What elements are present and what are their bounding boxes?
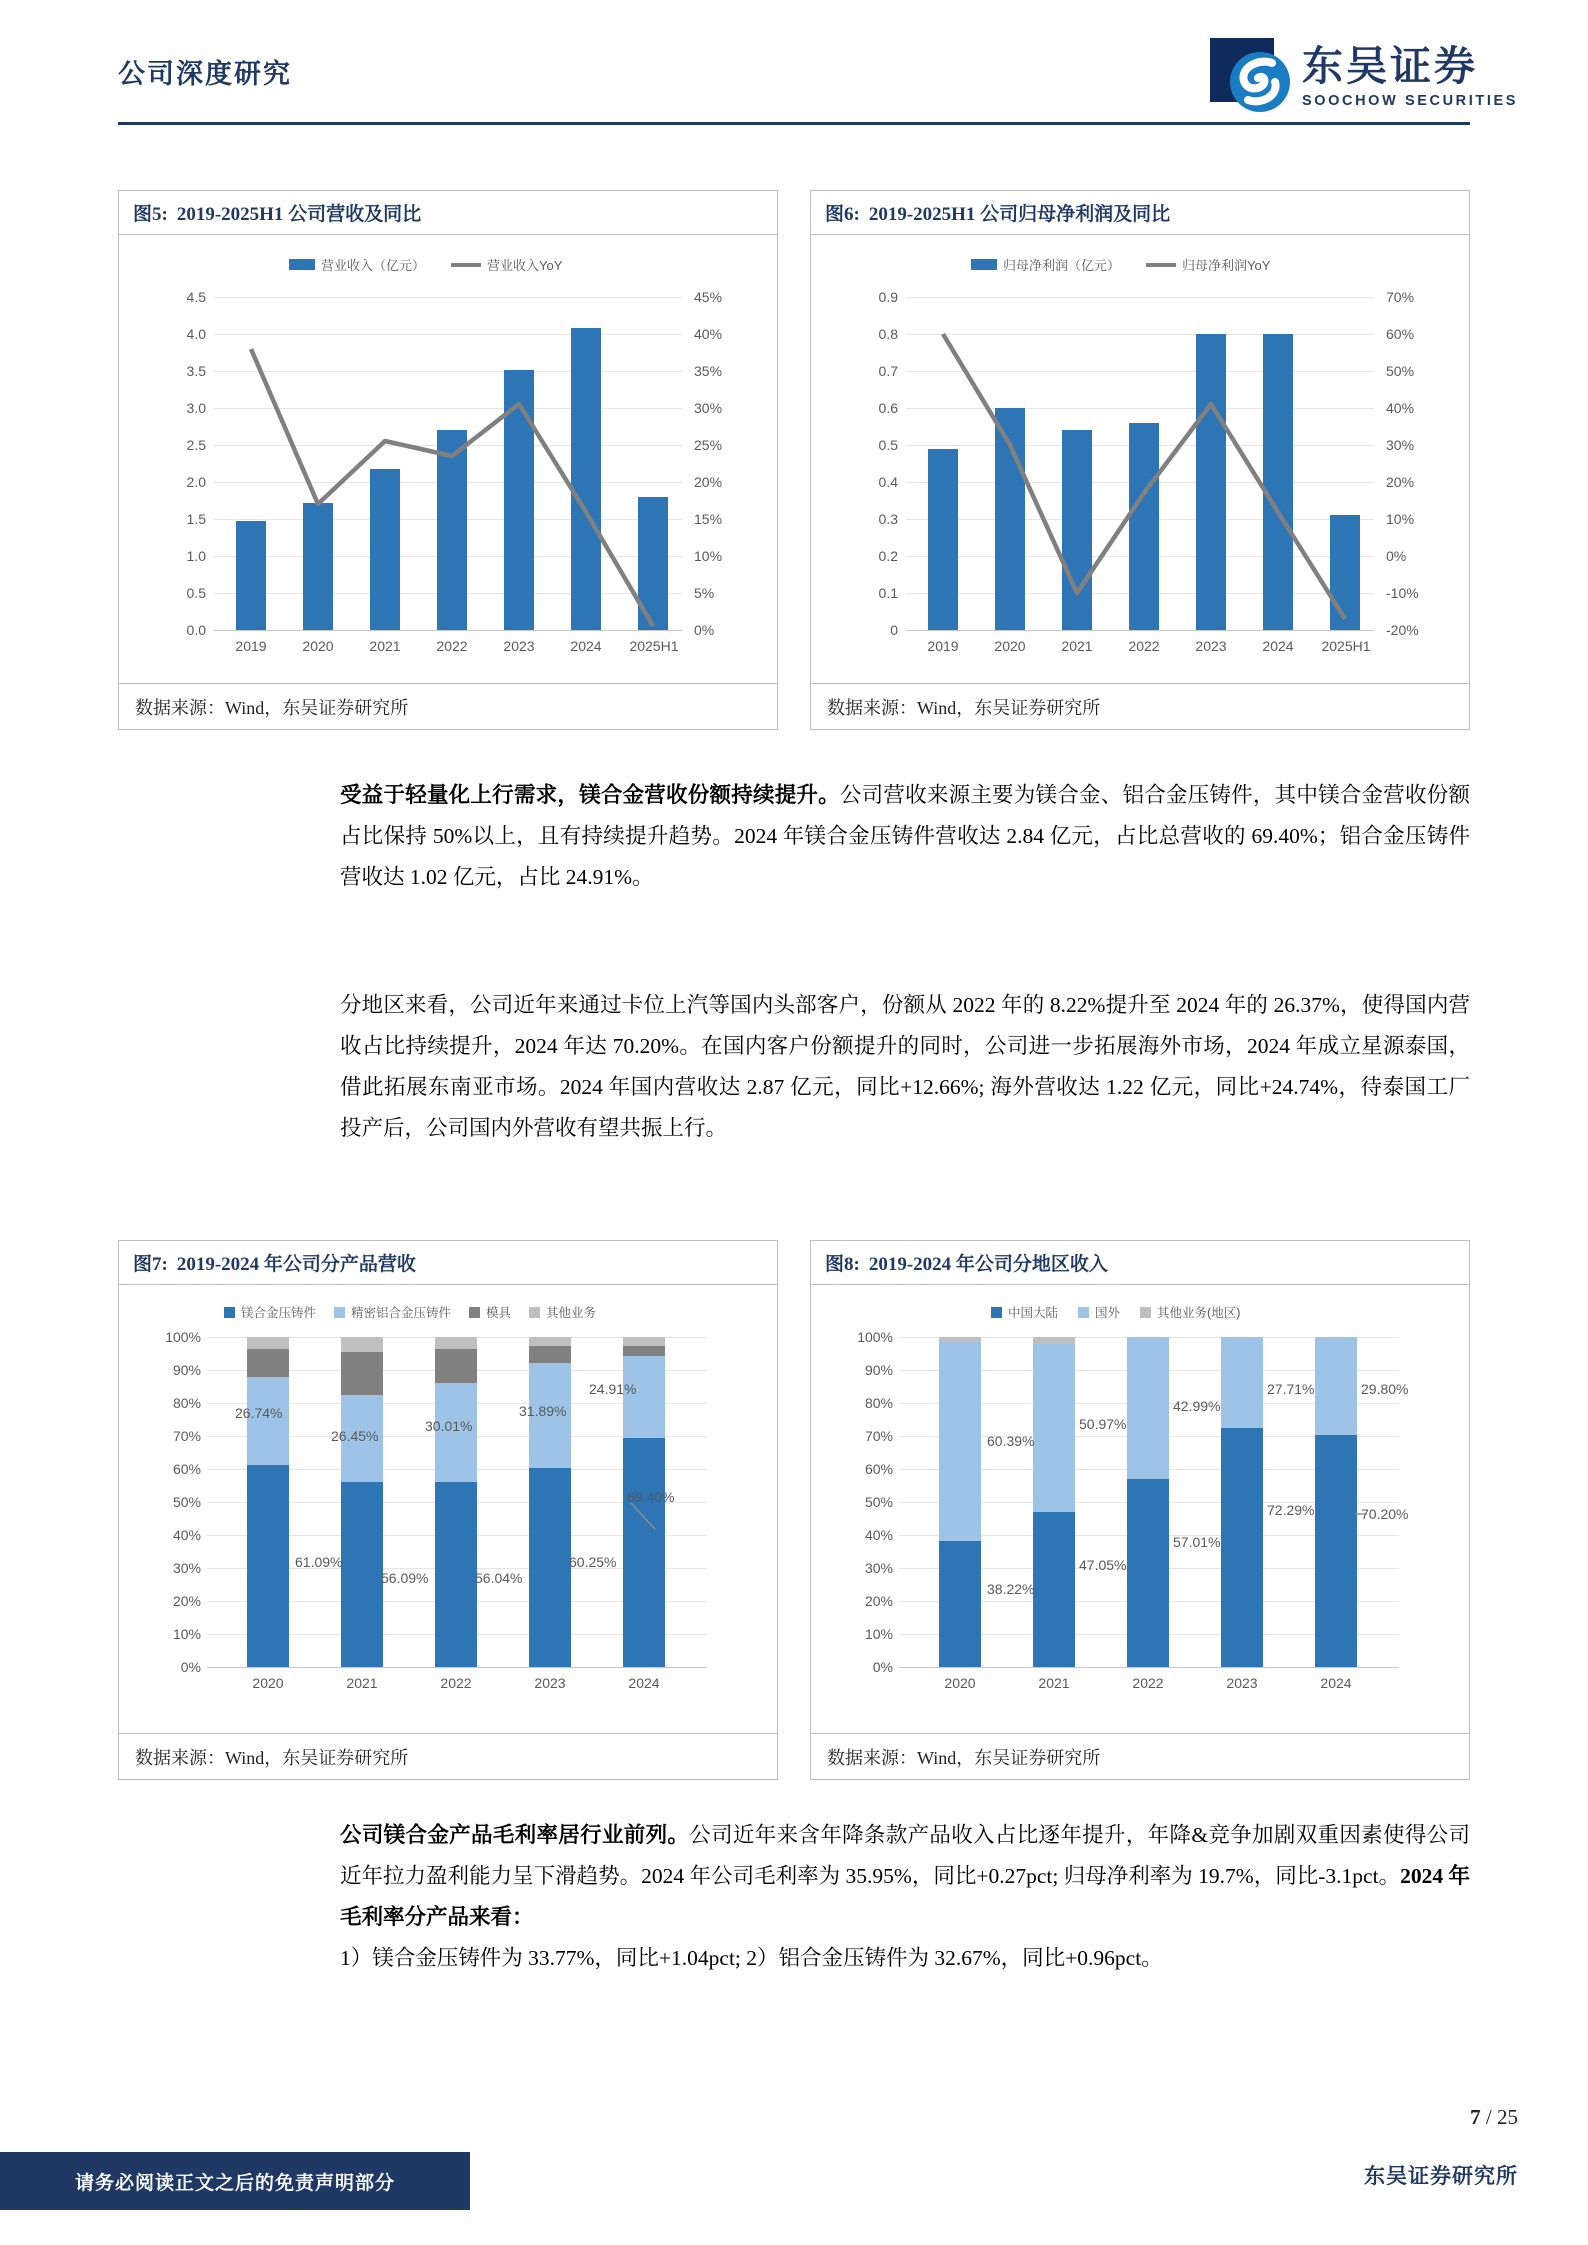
y-tick-left: 0 (890, 622, 898, 638)
x-tick: 2024 (628, 1675, 660, 1691)
figure-7-chart (119, 1285, 777, 1733)
x-tick: 2019 (927, 638, 959, 654)
data-label-china-2022: 57.01% (1173, 1534, 1221, 1550)
legend-label: 其他业务 (546, 1306, 597, 1320)
figure-7-plot (119, 1285, 779, 1733)
data-label-overseas-2024: 29.80% (1361, 1381, 1409, 1397)
y-tick: 20% (864, 1593, 893, 1609)
data-label-al-2021: 26.45% (331, 1428, 379, 1444)
figure-5-panel (118, 190, 778, 730)
paragraph-region: 分地区来看，公司近年来通过卡位上汽等国内头部客户，份额从 2022 年的 8.22%提升至 2024 年的 26.37%，使得国内营收占比持续提升，2024 年达 70.20%。在国内客户份额提升的同时，公司进一步拓展海外市场，2024 年成立星源泰国，借此拓展东南亚市场。2024 年国内营收达 2.87 亿元，同比+12.66%; 海外营收达 1.22 亿元，同比+24.74%，待泰国工厂投产后，公司国内外营收有望共振上行。 (340, 993, 1470, 1140)
paragraph-3-lead: 公司镁合金产品毛利率居行业前列。 (340, 1823, 690, 1847)
y-tick-right: 60% (1386, 326, 1415, 342)
x-tick: 2022 (440, 1675, 472, 1691)
data-label-al-2023: 31.89% (519, 1403, 567, 1419)
y-tick-left: 0.0 (186, 622, 206, 638)
y-tick-left: 0.5 (186, 585, 206, 601)
y-tick: 50% (864, 1494, 893, 1510)
x-tick: 2022 (1128, 638, 1160, 654)
y-tick-right: 35% (694, 363, 723, 379)
header-divider (118, 122, 1470, 125)
y-tick: 0% (872, 1659, 893, 1675)
soochow-logo-mark (1210, 38, 1288, 116)
y-tick: 80% (172, 1395, 201, 1411)
y-tick-left: 3.0 (186, 400, 206, 416)
y-tick: 60% (864, 1461, 893, 1477)
page-number (1470, 2105, 1518, 2130)
y-tick: 80% (864, 1395, 893, 1411)
y-tick-right: 15% (694, 511, 723, 527)
figure-7-number: 图7: (133, 1254, 168, 1275)
y-tick-right: 25% (694, 437, 723, 453)
figure-5-number: 图5: (133, 204, 168, 225)
y-tick-right: 50% (1386, 363, 1415, 379)
y-tick-right: 0% (1386, 548, 1407, 564)
data-label-leader-line (811, 1285, 1471, 1733)
legend-label: 国外 (1095, 1306, 1121, 1320)
x-tick: 2024 (570, 638, 602, 654)
x-tick: 2019 (235, 638, 267, 654)
paragraph-1-lead: 受益于轻量化上行需求，镁合金营收份额持续提升。 (340, 783, 840, 807)
figure-6-source: 数据来源：Wind，东吴证券研究所 (811, 683, 1469, 729)
figure-8-number: 图8: (825, 1254, 860, 1275)
y-tick-right: 40% (694, 326, 723, 342)
data-label-china-2023: 72.29% (1267, 1502, 1315, 1518)
legend-label: 精密铝合金压铸件 (351, 1306, 452, 1320)
page-title: 公司深度研究 (118, 59, 292, 89)
data-label-overseas-2021: 50.97% (1079, 1416, 1127, 1432)
y-tick: 0% (180, 1659, 201, 1675)
y-tick-left: 0.7 (878, 363, 898, 379)
y-tick-left: 0.5 (878, 437, 898, 453)
paragraph-3-body: 公司近年来含年降条款产品收入占比逐年提升，年降&竞争加剧双重因素使得公司近年拉力盈利能力呈下滑趋势。2024 年公司毛利率为 35.95%，同比+0.27pct; 归母净利率为 19.7%，同比-3.1pct。 (340, 1823, 1470, 1888)
logo-text-en: SOOCHOW SECURITIES (1302, 92, 1518, 109)
y-tick: 70% (864, 1428, 893, 1444)
figure-5-header (119, 191, 777, 235)
y-tick: 70% (172, 1428, 201, 1444)
y-tick-right: 0% (694, 622, 715, 638)
legend-label: 归母净利润（亿元） (1003, 258, 1121, 273)
x-tick: 2020 (994, 638, 1026, 654)
figure-7-source: 数据来源：Wind，东吴证券研究所 (119, 1733, 777, 1779)
y-tick: 100% (857, 1329, 893, 1345)
y-tick-left: 0.1 (878, 585, 898, 601)
y-tick-left: 1.5 (186, 511, 206, 527)
figure-8-plot (811, 1285, 1471, 1733)
y-tick-right: 10% (694, 548, 723, 564)
x-tick: 2020 (944, 1675, 976, 1691)
y-tick-left: 0.6 (878, 400, 898, 416)
page-header (0, 0, 1588, 150)
x-tick: 2023 (1195, 638, 1227, 654)
y-tick-left: 2.0 (186, 474, 206, 490)
data-label-al-2020: 26.74% (235, 1405, 283, 1421)
legend-label: 营业收入（亿元） (321, 258, 426, 273)
y-tick-right: 30% (1386, 437, 1415, 453)
y-tick-left: 0.4 (878, 474, 898, 490)
figure-7-title: 2019-2024 年公司分产品营收 (176, 1254, 416, 1275)
x-tick: 2023 (1226, 1675, 1258, 1691)
figure-7-panel (118, 1240, 778, 1780)
figure-5-line-series (119, 235, 779, 683)
y-tick-left: 3.5 (186, 363, 206, 379)
data-label-mg-2022: 56.04% (475, 1570, 523, 1586)
y-tick: 90% (864, 1362, 893, 1378)
y-tick-right: 10% (1386, 511, 1415, 527)
company-logo (1210, 38, 1518, 116)
figure-5-source: 数据来源：Wind，东吴证券研究所 (119, 683, 777, 729)
x-tick: 2022 (436, 638, 468, 654)
y-tick: 10% (864, 1626, 893, 1642)
figure-8-chart (811, 1285, 1469, 1733)
legend-label: 镁合金压铸件 (241, 1306, 317, 1320)
legend-label: 归母净利润YoY (1182, 258, 1271, 273)
data-label-mg-2024: 69.40% (627, 1489, 675, 1505)
y-tick: 30% (864, 1560, 893, 1576)
y-tick-right: -10% (1386, 585, 1419, 601)
paragraph-gross-margin (340, 1815, 1470, 1979)
y-tick-left: 4.5 (186, 289, 206, 305)
figure-6-line-series (811, 235, 1471, 683)
y-tick: 30% (172, 1560, 201, 1576)
figure-6-plot (811, 235, 1471, 683)
page-separator: / (1485, 2105, 1492, 2129)
data-label-mg-2021: 56.09% (381, 1570, 429, 1586)
data-label-china-2024: 70.20% (1361, 1506, 1409, 1522)
y-tick-left: 0.3 (878, 511, 898, 527)
x-tick: 2021 (346, 1675, 378, 1691)
data-label-china-2021: 47.05% (1079, 1557, 1127, 1573)
y-tick: 90% (172, 1362, 201, 1378)
y-tick: 10% (172, 1626, 201, 1642)
y-tick-left: 2.5 (186, 437, 206, 453)
y-tick: 60% (172, 1461, 201, 1477)
figure-7-header (119, 1241, 777, 1285)
x-tick: 2024 (1320, 1675, 1352, 1691)
y-tick-left: 0.2 (878, 548, 898, 564)
data-label-mg-2023: 60.25% (569, 1554, 617, 1570)
paragraph-1-body: 公司营收来源主要为镁合金、铝合金压铸件，其中镁合金营收份额占比保持 50%以上，且有持续提升趋势。2024 年镁合金压铸件营收达 2.84 亿元，占比总营收的 69.40%；铝合金压铸件营收达 1.02 亿元，占比 24.91%。 (340, 783, 1470, 889)
x-tick: 2020 (252, 1675, 284, 1691)
y-tick-right: 5% (694, 585, 715, 601)
page-current: 7 (1470, 2105, 1481, 2129)
y-tick-right: 45% (694, 289, 723, 305)
figure-8-source: 数据来源：Wind，东吴证券研究所 (811, 1733, 1469, 1779)
y-tick-right: 30% (694, 400, 723, 416)
y-tick-left: 0.8 (878, 326, 898, 342)
x-tick: 2021 (1061, 638, 1093, 654)
data-label-overseas-2020: 60.39% (987, 1433, 1035, 1449)
paragraph-3-tail: 1）镁合金压铸件为 33.77%，同比+1.04pct; 2）铝合金压铸件为 32.67%，同比+0.96pct。 (340, 1946, 1163, 1970)
footer-disclaimer-text: 请务必阅读正文之后的免责声明部分 (74, 2172, 395, 2194)
figure-6-chart (811, 235, 1469, 683)
y-tick-left: 4.0 (186, 326, 206, 342)
y-tick-left: 0.9 (878, 289, 898, 305)
y-tick-right: 40% (1386, 400, 1415, 416)
figure-6-header (811, 191, 1469, 235)
footer-institute: 东吴证券研究所 (1364, 2164, 1518, 2188)
figure-5-chart (119, 235, 777, 683)
footer-disclaimer-bar (0, 2152, 470, 2210)
x-tick: 2024 (1262, 638, 1294, 654)
data-label-mg-2020: 61.09% (295, 1554, 343, 1570)
legend-label: 模具 (486, 1306, 512, 1320)
x-tick: 2021 (1038, 1675, 1070, 1691)
figure-6-number: 图6: (825, 204, 860, 225)
x-tick: 2022 (1132, 1675, 1164, 1691)
legend-label: 营业收入YoY (487, 258, 563, 273)
y-tick: 40% (172, 1527, 201, 1543)
data-label-china-2020: 38.22% (987, 1581, 1035, 1597)
figure-8-panel (810, 1240, 1470, 1780)
legend-label: 中国大陆 (1008, 1306, 1059, 1320)
page-total: 25 (1497, 2105, 1518, 2129)
figure-5-title: 2019-2025H1 公司营收及同比 (176, 204, 422, 225)
figure-8-header (811, 1241, 1469, 1285)
y-tick-right: 20% (1386, 474, 1415, 490)
data-label-al-2022: 30.01% (425, 1418, 473, 1434)
data-label-leader-line (119, 1285, 779, 1733)
x-tick: 2020 (302, 638, 334, 654)
x-tick: 2021 (369, 638, 401, 654)
y-tick: 50% (172, 1494, 201, 1510)
figure-5-plot (119, 235, 779, 683)
y-tick: 40% (864, 1527, 893, 1543)
y-tick-left: 1.0 (186, 548, 206, 564)
x-tick: 2025H1 (629, 638, 679, 654)
figure-6-panel (810, 190, 1470, 730)
y-tick-right: 70% (1386, 289, 1415, 305)
legend-label: 其他业务(地区) (1157, 1306, 1241, 1320)
figure-6-title: 2019-2025H1 公司归母净利润及同比 (868, 204, 1171, 225)
y-tick: 100% (165, 1329, 201, 1345)
data-label-overseas-2022: 42.99% (1173, 1398, 1221, 1414)
data-label-al-2024: 24.91% (589, 1381, 637, 1397)
x-tick: 2025H1 (1321, 638, 1371, 654)
logo-text-cn: 东吴证券 (1302, 43, 1479, 90)
y-tick: 20% (172, 1593, 201, 1609)
x-tick: 2023 (503, 638, 535, 654)
x-tick: 2023 (534, 1675, 566, 1691)
paragraph-revenue-share (340, 775, 1470, 898)
y-tick-right: 20% (694, 474, 723, 490)
figure-8-title: 2019-2024 年公司分地区收入 (868, 1254, 1108, 1275)
data-label-overseas-2023: 27.71% (1267, 1381, 1315, 1397)
paragraph-3-lead2: 2024 年毛利率分产品来看： (340, 1864, 1470, 1929)
logo-swirl-icon (1228, 50, 1290, 112)
y-tick-right: -20% (1386, 622, 1419, 638)
